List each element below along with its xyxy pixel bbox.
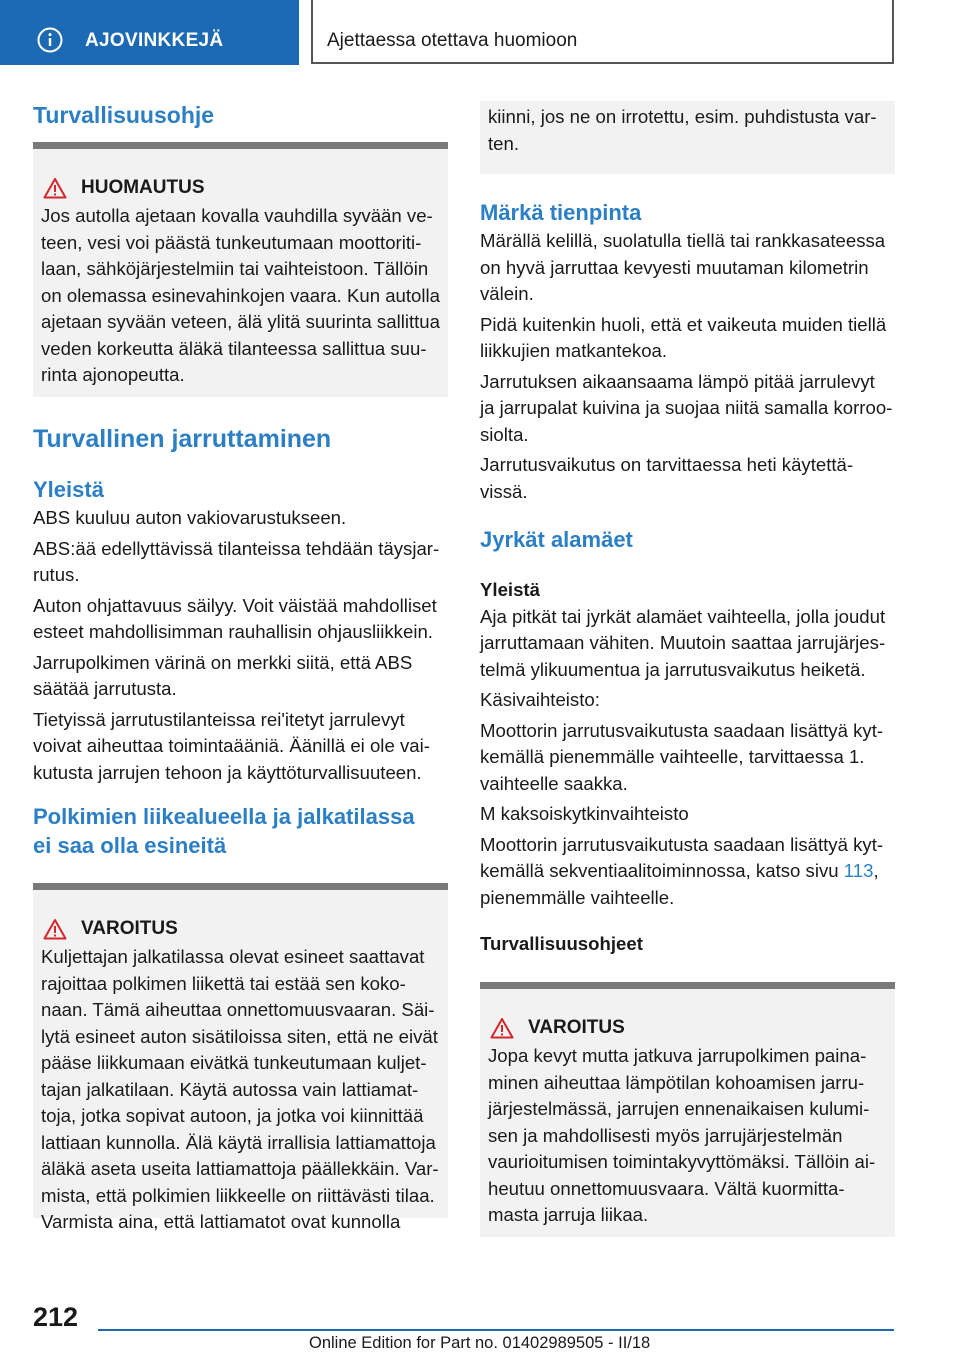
notice-line: rinta ajonopeutta. bbox=[41, 364, 185, 385]
warning-line: lattiaan kunnolla. Älä käytä irrallisia lattiamattoja bbox=[41, 1131, 436, 1153]
warning-line: lytä esineet auton sisätiloissa siten, että ne eivät bbox=[41, 1025, 438, 1047]
link-suffix: , bbox=[873, 860, 879, 881]
paragraph-line: rutus. bbox=[33, 564, 80, 585]
pedal-heading-line: ei saa olla esineitä bbox=[33, 833, 227, 858]
paragraph bbox=[33, 536, 453, 589]
paragraph-line: Auton ohjattavuus säilyy. Voit väistää mahdolliset bbox=[33, 594, 437, 616]
paragraph-line: säätää jarrutusta. bbox=[33, 678, 177, 699]
wet-paragraphs bbox=[480, 228, 900, 505]
continued-line: kiinni, jos ne on irrotettu, esim. puhdistusta var- bbox=[488, 106, 877, 127]
wet-heading: Märkä tienpinta bbox=[480, 200, 642, 225]
warning-line: toja, jotka sopivat autoon, ja jotka voi kiinnittää bbox=[41, 1105, 424, 1126]
pedal-heading bbox=[33, 802, 453, 860]
slopes-paragraphs bbox=[480, 604, 900, 912]
warning-line: Kuljettajan jalkatilassa olevat esineet saattavat bbox=[41, 946, 425, 967]
continued-box bbox=[480, 101, 895, 174]
paragraph-line: voivat aiheuttaa toimintaääniä. Äänillä ei ole vai- bbox=[33, 735, 430, 756]
warning-line: naan. Tämä aiheuttaa onnettomuusvaaran. Säi- bbox=[41, 999, 435, 1020]
notice-header bbox=[43, 177, 440, 199]
notice-line: Jos autolla ajetaan kovalla vauhdilla syvään ve- bbox=[41, 205, 433, 226]
warning-title: VAROITUS bbox=[528, 1017, 625, 1038]
warning-line: heutuu onnettomuusvaara. Vältä kuormitta- bbox=[488, 1177, 845, 1199]
slopes-heading: Jyrkät alamäet bbox=[480, 527, 633, 552]
paragraph bbox=[480, 604, 900, 684]
paragraph-line: kemällä pienemmälle vaihteelle, tarvittaessa 1. bbox=[480, 746, 865, 767]
warning-line: Jopa kevyt mutta jatkuva jarrupolkimen paina- bbox=[488, 1045, 867, 1066]
warning-triangle-icon bbox=[43, 918, 67, 940]
notice-line: laan, sähköjärjestelmiin tai vaihteistoon. Tällöin bbox=[41, 258, 429, 279]
warning-header bbox=[43, 918, 440, 940]
paragraph-line: ABS kuuluu auton vakiovarustukseen. bbox=[33, 507, 347, 528]
general-heading: Yleistä bbox=[33, 477, 104, 502]
paragraph-line: Aja pitkät tai jyrkät alamäet vaihteella, jolla joudut bbox=[480, 605, 886, 627]
warning-line: Varmista aina, että lattiamatot ovat kunnolla bbox=[41, 1211, 401, 1232]
warning-line: tajan jalkatilaan. Käytä autossa vain lattiamat- bbox=[41, 1078, 419, 1100]
page-number: 212 bbox=[33, 1302, 79, 1332]
page-topic: Ajettaessa otettava huomioon bbox=[327, 30, 578, 51]
paragraph-line: Tietyissä jarrutustilanteissa rei'itetyt jarrulevyt bbox=[33, 708, 405, 730]
paragraph bbox=[480, 687, 900, 714]
paragraph bbox=[33, 707, 453, 787]
paragraph bbox=[33, 593, 453, 646]
braking-section bbox=[33, 423, 453, 860]
warning-line: järjestelmässä, jarrujen ennenaikaisen kulumi- bbox=[488, 1098, 870, 1119]
notice-line: on olemassa esinevahinkojen vaara. Kun autolla bbox=[41, 284, 440, 306]
warning-box-left bbox=[33, 883, 448, 1232]
paragraph-line: kemällä sekventiaalitoiminnossa, katso sivu bbox=[480, 860, 844, 881]
warning-line: rajoittaa polkimen liikettä tai estää sen koko- bbox=[41, 972, 406, 994]
page-topic-header bbox=[311, 0, 894, 64]
paragraph bbox=[480, 452, 900, 505]
general-paragraphs bbox=[33, 505, 453, 786]
warning-line: vaurioitumisen toimintakyvyttömäksi. Tällöin ai- bbox=[488, 1151, 876, 1172]
paragraph-line: Moottorin jarrutusvaikutusta saadaan lisättyä kyt- bbox=[480, 833, 884, 855]
paragraph bbox=[480, 369, 900, 449]
safety-heading: Turvallisuusohje bbox=[33, 102, 215, 128]
notice-box bbox=[33, 142, 448, 397]
warning-line: äläkä aseta useita lattiamattoja päällekkäin. Var- bbox=[41, 1158, 439, 1179]
warning-header bbox=[490, 1017, 887, 1039]
warning-body bbox=[488, 1043, 887, 1229]
braking-heading: Turvallinen jarruttaminen bbox=[33, 425, 332, 453]
paragraph bbox=[480, 832, 900, 912]
paragraph-line: on hyvä jarruttaa kevyesti muutaman kilometrin bbox=[480, 256, 869, 278]
edition-text: Online Edition for Part no. 01402989505 - II/18 bbox=[309, 1334, 651, 1352]
warning-body bbox=[41, 944, 440, 1236]
paragraph-line: vaihteelle saakka. bbox=[480, 772, 628, 794]
continued-line: ten. bbox=[488, 132, 520, 154]
paragraph-line: Jarrupolkimen värinä on merkki siitä, että ABS bbox=[33, 651, 413, 673]
paragraph-line: kutusta jarrujen tehoon ja käyttöturvallisuuteen. bbox=[33, 761, 422, 783]
paragraph-line: Moottorin jarrutusvaikutusta saadaan lisättyä kyt- bbox=[480, 719, 884, 741]
paragraph bbox=[480, 228, 900, 308]
section-tab[interactable] bbox=[0, 0, 299, 65]
paragraph bbox=[480, 718, 900, 798]
paragraph-line: pienemmälle vaihteelle. bbox=[480, 886, 675, 908]
right-column bbox=[480, 198, 900, 958]
paragraph bbox=[480, 801, 900, 828]
paragraph-line: ja jarrupalat kuivina ja suojaa niitä samalla korroo- bbox=[480, 397, 893, 418]
paragraph bbox=[480, 312, 900, 365]
info-icon bbox=[37, 27, 63, 53]
paragraph-line: ABS:ää edellyttävissä tilanteissa tehdään täysjar- bbox=[33, 537, 440, 559]
section-label: AJOVINKKEJÄ bbox=[85, 30, 224, 51]
paragraph-line: Jarrutusvaikutus on tarvittaessa heti käytettä- bbox=[480, 454, 854, 475]
paragraph-line: esteet mahdollisimman rauhallisin ohjausliikkein. bbox=[33, 621, 433, 642]
paragraph bbox=[33, 505, 453, 532]
paragraph-line: vissä. bbox=[480, 480, 528, 502]
slopes-general: Yleistä bbox=[480, 579, 540, 600]
paragraph-line: liikkujien matkantekoa. bbox=[480, 340, 668, 361]
paragraph-line: Jarrutuksen aikaansaama lämpö pitää jarrulevyt bbox=[480, 370, 875, 392]
safety-sub-heading: Turvallisuusohjeet bbox=[480, 933, 643, 954]
warning-title: VAROITUS bbox=[81, 918, 178, 939]
page-link[interactable]: 113 bbox=[843, 860, 874, 881]
warning-line: mista, että polkimien liikkeelle on riittävästi tilaa. bbox=[41, 1184, 435, 1206]
warning-box-right bbox=[480, 982, 895, 1237]
left-column bbox=[33, 100, 448, 130]
warning-line: sen ja mahdollisesti myös jarrujärjestelmän bbox=[488, 1124, 843, 1146]
warning-triangle-icon bbox=[490, 1017, 514, 1039]
paragraph bbox=[33, 650, 453, 703]
warning-line: minen aiheuttaa lämpötilan kohoamisen jarru- bbox=[488, 1071, 865, 1093]
paragraph-line: Pidä kuitenkin huoli, että et vaikeuta muiden tiellä bbox=[480, 313, 887, 335]
notice-line: teen, vesi voi päästä tunkeutumaan moottoriti- bbox=[41, 231, 422, 253]
paragraph-line: Märällä kelillä, suolatulla tiellä tai rankkasateessa bbox=[480, 230, 886, 251]
warning-line: masta jarruja liikaa. bbox=[488, 1204, 649, 1225]
notice-line: ajetaan syvään veteen, älä ylitä suurinta sallittua bbox=[41, 311, 440, 332]
paragraph-line: telmä ylikuumentua ja jarrutusvaikutus heiketä. bbox=[480, 658, 866, 680]
warning-line: pääse liikkumaan eivätkä tunkeutumaan kuljet- bbox=[41, 1052, 427, 1073]
paragraph-line: jarruttamaan vähiten. Muutoin saattaa jarrujärjes- bbox=[480, 632, 886, 653]
pedal-heading-line: Polkimien liikealueella ja jalkatilassa bbox=[33, 804, 415, 829]
paragraph-line: siolta. bbox=[480, 423, 529, 445]
notice-line: veden korkeutta äläkä tilanteessa sallittua suu- bbox=[41, 337, 427, 359]
paragraph-line: M kaksoiskytkinvaihteisto bbox=[480, 803, 689, 824]
warning-triangle-icon bbox=[43, 177, 67, 199]
notice-title: HUOMAUTUS bbox=[81, 177, 205, 198]
paragraph-line: Käsivaihteisto: bbox=[480, 689, 600, 710]
notice-body bbox=[41, 203, 440, 389]
paragraph-line: välein. bbox=[480, 283, 534, 304]
footer-divider bbox=[98, 1329, 894, 1331]
